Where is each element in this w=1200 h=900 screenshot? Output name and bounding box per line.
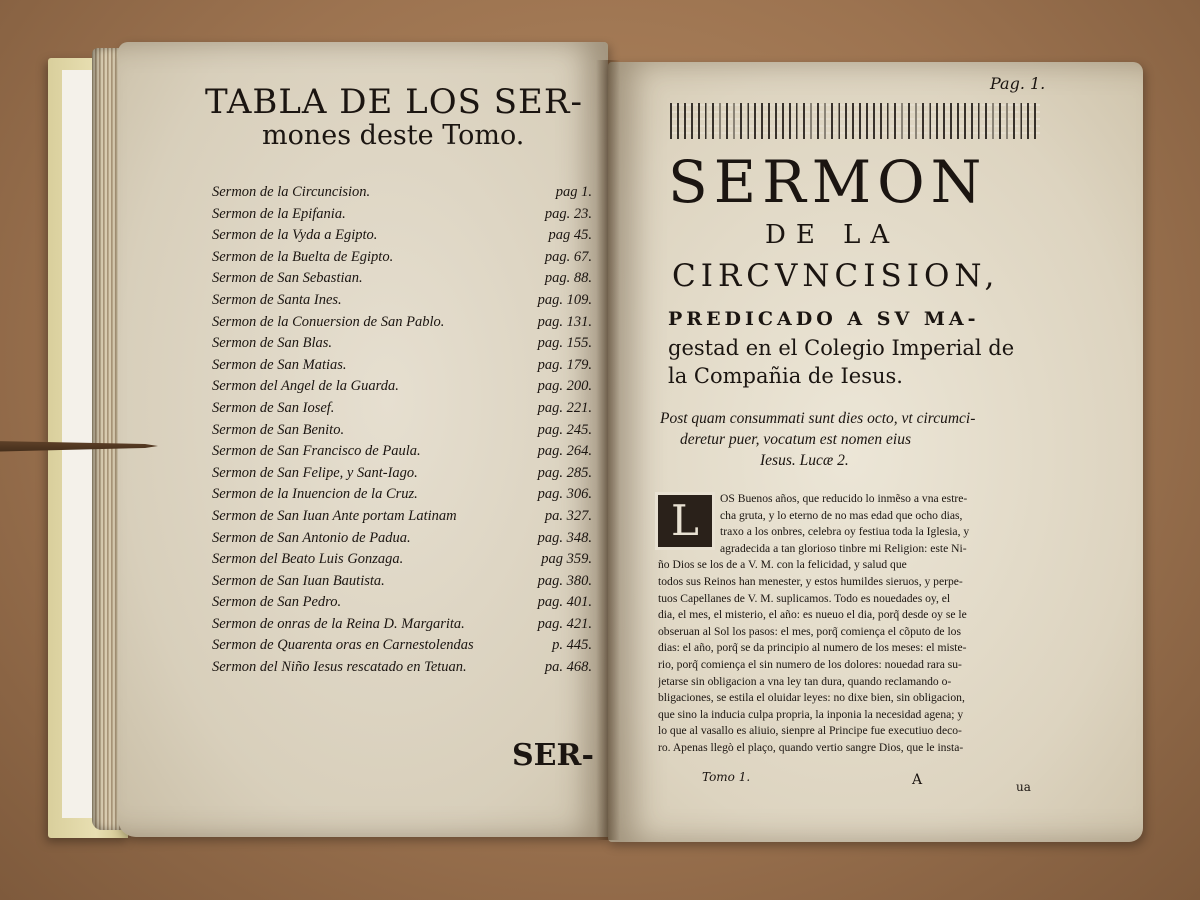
toc-entry-page: pag. 155. — [537, 335, 592, 352]
body-line: agradecida a tan glorioso tinbre mi Religion: este Ni- — [720, 541, 967, 555]
ornament-band — [670, 103, 1040, 139]
toc-entry-page: pag 1. — [555, 184, 592, 200]
body-line: que sino la inducia culpa propria, la inponia la necesidad agena; y — [658, 707, 964, 721]
toc-entry-page: pa. 327. — [544, 507, 592, 524]
body-line: lo que al vasallo es aliuio, sienpre al Principe fue executiuo deco- — [658, 724, 962, 738]
toc-entry-page: pag. 421. — [537, 615, 592, 632]
toc-entry — [212, 400, 592, 422]
toc-entry-page: pag. 23. — [544, 205, 592, 222]
body-line: ro. Apenas llegò el plaço, quando vertio sangre Dios, que le insta- — [658, 741, 964, 754]
toc-entry — [212, 357, 592, 379]
toc-entry — [212, 573, 592, 595]
toc-entry-title: Sermon del Angel de la Guarda. — [212, 378, 399, 395]
body-line: ño Dios se los de a V. M. con la felicidad, y salud que — [658, 558, 907, 572]
toc-entry-page: pag. 348. — [537, 529, 592, 546]
toc-entry — [212, 530, 592, 552]
toc-entry-title: Sermon de San Francisco de Paula. — [212, 443, 421, 460]
toc-entry — [212, 378, 592, 400]
toc-entry-title: Sermon de San Blas. — [212, 335, 333, 352]
latin-epigraph-line3: Iesus. Lucæ 2. — [760, 452, 849, 469]
toc-entry-title: Sermon de la Vyda a Egipto. — [212, 227, 378, 244]
toc-entry — [212, 508, 592, 530]
toc-entry-page: pag 45. — [548, 227, 592, 244]
body-line: obseruan al Sol los pasos: el mes, porq̃ comiença el cõputo de los — [658, 624, 961, 638]
toc-entry-title: Sermon de Quarenta oras en Carnestolendas — [212, 637, 474, 654]
toc-entry-page: pag. 67. — [544, 248, 592, 265]
toc-entry-page: p. 445. — [552, 637, 592, 654]
page-number: Pag. 1. — [990, 74, 1046, 93]
heading-circuncision: CIRCVNCISION, — [672, 258, 1000, 294]
toc-entry-page: pag. 131. — [537, 313, 592, 330]
toc-entry-page: pag. 285. — [537, 464, 592, 481]
toc-entry — [212, 616, 592, 638]
body-line: tuos Capellanes de V. M. suplicamos. Todo es nouedades oy, el — [658, 591, 951, 605]
toc-entry-page: pag. 200. — [537, 378, 592, 395]
toc-entry-title: Sermon de San Iuan Bautista. — [212, 572, 385, 589]
toc-entry-page: pag. 88. — [544, 270, 592, 287]
toc-entry — [212, 551, 592, 573]
toc-entry — [212, 637, 592, 659]
footer-catchword: ua — [1016, 780, 1031, 794]
body-line: traxo a los onbres, celebra oy festiua toda la Iglesia, y — [720, 525, 970, 539]
toc-entry-title: Sermon de la Buelta de Egipto. — [212, 248, 394, 265]
toc-entry-title: Sermon de la Epifania. — [212, 205, 346, 222]
toc-entry — [212, 249, 592, 271]
toc-entry — [212, 314, 592, 336]
toc-entry-page: pa. 468. — [544, 659, 592, 676]
toc-entry-title: Sermon de San Iuan Ante portam Latinam — [212, 507, 457, 524]
toc-entry-title: Sermon de San Felipe, y Sant-Iago. — [212, 464, 418, 481]
toc-entry — [212, 486, 592, 508]
toc-entry-title: Sermon del Niño Iesus rescatado en Tetuan. — [212, 659, 467, 676]
footer-signature: A — [912, 772, 923, 788]
latin-epigraph-line2: deretur puer, vocatum est nomen eius — [680, 431, 912, 448]
table-of-contents — [212, 184, 592, 681]
body-line: jetarse sin obligacion a vna ley tan dura, quando reclamando o- — [658, 674, 952, 688]
toc-entry-title: Sermon de San Antonio de Padua. — [212, 529, 411, 546]
toc-entry-title: Sermon de San Sebastian. — [212, 270, 363, 287]
toc-entry — [212, 292, 592, 314]
toc-entry-page: pag. 264. — [537, 443, 592, 460]
toc-entry-page: pag. 380. — [537, 572, 592, 589]
catchword-left: SER- — [512, 738, 594, 773]
toc-entry — [212, 443, 592, 465]
body-line: dias: el año, porq̃ se da principio al numero de los meses: el miste- — [658, 641, 967, 655]
toc-entry-page: pag. 179. — [537, 356, 592, 373]
subheading-line1: gestad en el Colegio Imperial de — [668, 336, 1015, 360]
footer-volume: Tomo 1. — [702, 770, 751, 784]
toc-entry-title: Sermon del Beato Luis Gonzaga. — [212, 551, 404, 568]
body-line: cha gruta, y lo eterno de no mas edad que ocho dias, — [720, 508, 963, 522]
toc-entry-page: pag. 245. — [537, 421, 592, 438]
heading-de-la: DE LA — [765, 220, 900, 250]
toc-entry-title: Sermon de Santa Ines. — [212, 291, 342, 308]
toc-entry-page: pag. 221. — [537, 399, 592, 416]
body-line: rio, porq̃ comiença el sin numero de los dolores: nouedad rara su- — [658, 658, 962, 671]
toc-entry-page: pag. 109. — [537, 291, 592, 308]
drop-cap-initial: L — [655, 492, 715, 550]
toc-entry — [212, 422, 592, 444]
toc-entry-page: pag. 401. — [537, 594, 592, 611]
toc-entry — [212, 659, 592, 681]
toc-entry — [212, 594, 592, 616]
toc-entry-title: Sermon de San Matias. — [212, 356, 347, 373]
heading-sermon: SERMON — [668, 148, 988, 216]
subheading-line2: la Compañia de Iesus. — [668, 364, 903, 388]
latin-epigraph-line1: Post quam consummati sunt dies octo, vt circumci- — [660, 410, 976, 427]
toc-entry — [212, 465, 592, 487]
toc-entry-title: Sermon de la Inuencion de la Cruz. — [212, 486, 418, 503]
toc-entry — [212, 335, 592, 357]
toc-entry — [212, 184, 592, 206]
toc-entry-title: Sermon de San Iosef. — [212, 399, 335, 416]
toc-entry-page: pag 359. — [541, 551, 592, 568]
toc-title-line2: mones deste Tomo. — [262, 120, 525, 151]
toc-entry-title: Sermon de San Benito. — [212, 421, 345, 438]
toc-entry — [212, 206, 592, 228]
heading-predicado: PREDICADO A SV MA- — [668, 308, 980, 330]
toc-entry-page: pag. 306. — [537, 486, 592, 503]
body-line: bligaciones, se estila el oluidar leyes: no dixe bien, sin obligacion, — [658, 691, 965, 705]
toc-entry-title: Sermon de onras de la Reina D. Margarita. — [212, 615, 465, 632]
toc-entry — [212, 270, 592, 292]
body-line: OS Buenos años, que reducido lo inmẽso a vna estre- — [720, 492, 968, 505]
toc-entry-title: Sermon de la Circuncision. — [212, 184, 371, 200]
toc-title-line1: TABLA DE LOS SER- — [205, 82, 583, 122]
toc-entry — [212, 227, 592, 249]
body-line: dia, el mes, el misterio, el año: es nueuo el dia, porq̃ desde oy se le — [658, 608, 967, 622]
toc-entry-title: Sermon de San Pedro. — [212, 594, 342, 611]
toc-entry-title: Sermon de la Conuersion de San Pablo. — [212, 313, 445, 330]
spine-gutter — [596, 60, 620, 840]
body-line: todos sus Reinos han menester, y estos humildes sieruos, y perpe- — [658, 575, 963, 588]
